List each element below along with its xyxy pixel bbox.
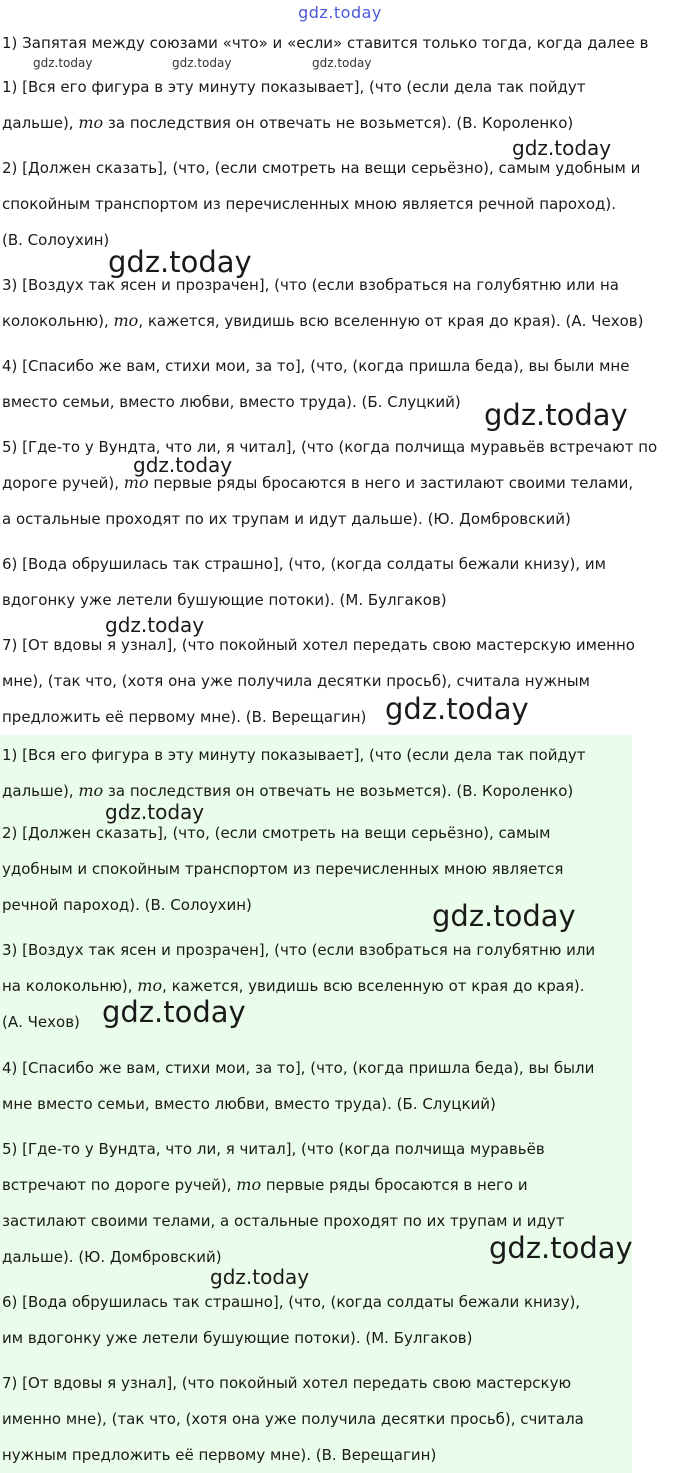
watermark: gdz.today	[512, 136, 612, 160]
task-heading: 1) Запятая между союзами «что» и «если» ставится только тогда, когда далее в	[2, 34, 649, 52]
answer-item: 6) [Вода обрушилась так страшно], (что, (когда солдаты бежали книзу), им вдогонку уже летели бушующие потоки). (М. Булгаков)	[2, 1293, 581, 1347]
example-item: 4) [Спасибо же вам, стихи мои, за то], (что, (когда пришла беда), вы были мне вместо семьи, вместо любви, вместо труда). (Б. Слуцкий)	[2, 357, 630, 411]
watermark: gdz.today	[210, 1265, 310, 1289]
watermark: gdz.today	[385, 692, 529, 726]
watermark: gdz.today	[108, 245, 252, 279]
watermark: gdz.today	[484, 398, 628, 432]
example-item: 1) [Вся его фигура в эту минуту показывает], (что (если дела так пойдут дальше), то за последствия он отвечать не возьмется). (В. Короленко)	[2, 78, 586, 132]
watermark: gdz.today	[105, 800, 205, 824]
example-item: 7) [От вдовы я узнал], (что покойный хотел передать свою мастерскую именно мне), (так что, (хотя она уже получила десятки просьб), считала нужным предложить её первому мне). (В. Верещагин)	[2, 636, 635, 726]
example-item: 3) [Воздух так ясен и прозрачен], (что (если взобраться на голубятню или на колокольню), то, кажется, увидишь всю вселенную от края до края). (А. Чехов)	[2, 276, 644, 330]
example-item: 5) [Где-то у Вундта, что ли, я читал], (что (когда полчища муравьёв встречают по дороге ручей), то первые ряды бросаются в него и застилают своими телами, а остальные проходят по их трупам и идут дальше). (Ю. Домбровский)	[2, 438, 658, 528]
answer-item: 5) [Где-то у Вундта, что ли, я читал], (что (когда полчища муравьёв встречают по дороге ручей), то первые ряды бросаются в него и застилают своими телами, а остальные проходят по их трупам и идут дальше). (Ю. Домбровский)	[2, 1140, 565, 1266]
answer-item: 7) [От вдовы я узнал], (что покойный хотел передать свою мастерскую именно мне), (так что, (хотя она уже получила десятки просьб), считала нужным предложить её первому мне). (В. Верещагин)	[2, 1374, 584, 1464]
watermark: gdz.today	[102, 995, 246, 1029]
answer-item: 3) [Воздух так ясен и прозрачен], (что (если взобраться на голубятню или на колокольню), то, кажется, увидишь всю вселенную от края до края). (А. Чехов)	[2, 941, 596, 1031]
site-logo[interactable]: gdz.today	[298, 3, 382, 22]
watermark: gdz.today	[105, 613, 205, 637]
watermark: gdz.today	[33, 56, 93, 70]
watermark: gdz.today	[489, 1231, 633, 1265]
example-item: 6) [Вода обрушилась так страшно], (что, (когда солдаты бежали книзу), им вдогонку уже летели бушующие потоки). (М. Булгаков)	[2, 555, 606, 609]
watermark: gdz.today	[133, 453, 233, 477]
example-item: 2) [Должен сказать], (что, (если смотреть на вещи серьёзно), самым удобным и спокойным транспортом из перечисленных мною является речной пароход). (В. Солоухин)	[2, 159, 641, 249]
answer-item: 2) [Должен сказать], (что, (если смотреть на вещи серьёзно), самым удобным и спокойным транспортом из перечисленных мною является речной пароход). (В. Солоухин)	[2, 824, 564, 914]
watermark: gdz.today	[312, 56, 372, 70]
watermark: gdz.today	[172, 56, 232, 70]
answer-item: 1) [Вся его фигура в эту минуту показывает], (что (если дела так пойдут дальше), то за последствия он отвечать не возьмется). (В. Короленко)	[2, 746, 586, 800]
watermark: gdz.today	[432, 899, 576, 933]
answer-item: 4) [Спасибо же вам, стихи мои, за то], (что, (когда пришла беда), вы были мне вместо семьи, вместо любви, вместо труда). (Б. Слуцкий)	[2, 1059, 595, 1113]
